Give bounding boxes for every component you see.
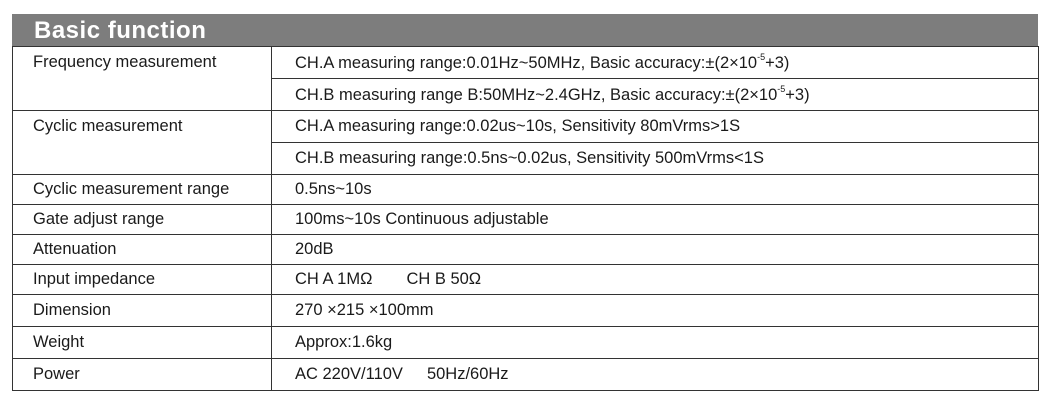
table-row: [13, 47, 1039, 79]
table-row: [13, 359, 1039, 391]
table-row: [13, 205, 1039, 235]
row-label-cyclic: Cyclic measurement: [13, 111, 272, 175]
spec-table: [12, 46, 1039, 391]
row-value: 100ms~10s Continuous adjustable: [272, 205, 1039, 235]
section-title: Basic function: [12, 14, 1038, 46]
table-row: [13, 265, 1039, 295]
row-value: CH.B measuring range B:50MHz~2.4GHz, Basic $accuracy:\pm(2\times 10^{-5}+3)$: [272, 79, 1039, 111]
row-value: CH.B measuring range:0.5ns~0.02us, Sensitivity 500mVrms<1S: [272, 143, 1039, 175]
spec-table-container: [12, 14, 1038, 391]
table-row: [13, 175, 1039, 205]
row-label: Weight: [13, 327, 272, 359]
row-label: Attenuation: [13, 235, 272, 265]
row-value: CH A 1MΩ CH B 50Ω: [272, 265, 1039, 295]
row-label-frequency: Frequency measurement: [13, 47, 272, 111]
row-value: AC 220V/110V 50Hz/60Hz: [272, 359, 1039, 391]
table-row: [13, 235, 1039, 265]
table-row: [13, 327, 1039, 359]
row-label: Gate adjust range: [13, 205, 272, 235]
table-row: [13, 111, 1039, 143]
table-row: [13, 295, 1039, 327]
row-value: CH.A measuring range:0.02us~10s, Sensitivity 80mVrms>1S: [272, 111, 1039, 143]
row-label: Dimension: [13, 295, 272, 327]
row-label: Input impedance: [13, 265, 272, 295]
row-value: 20dB: [272, 235, 1039, 265]
row-value: 0.5ns~10s: [272, 175, 1039, 205]
row-value: CH.A measuring range:0.01Hz~50MHz, Basic $accuracy:\pm(2\times 10^{-5}+3)$: [272, 47, 1039, 79]
row-value: 270 ×215 ×100mm: [272, 295, 1039, 327]
row-label: Cyclic measurement range: [13, 175, 272, 205]
row-label: Power: [13, 359, 272, 391]
row-value: Approx:1.6kg: [272, 327, 1039, 359]
